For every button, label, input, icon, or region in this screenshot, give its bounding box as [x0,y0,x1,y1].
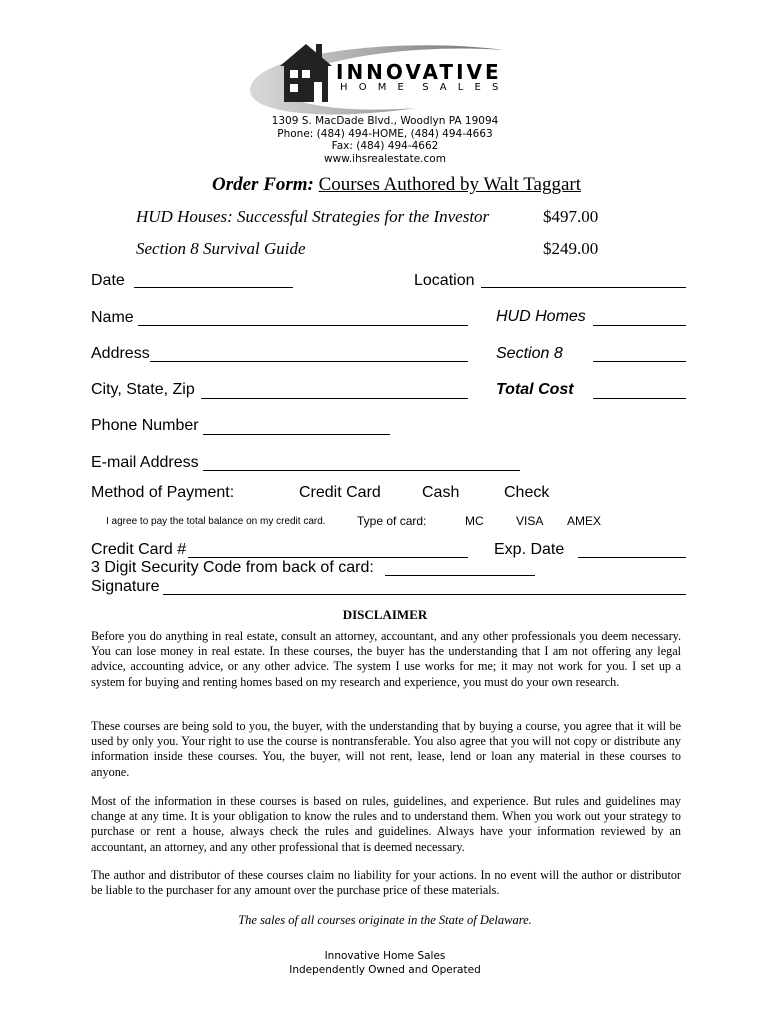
title-rest: Courses Authored by Walt Taggart [318,174,582,195]
credit-card-option[interactable]: Credit Card [299,484,381,501]
exp-date-label: Exp. Date [494,541,565,558]
email-label: E-mail Address [91,454,199,471]
product-1-name: HUD Houses: Successful Strategies for the Investor [136,207,490,226]
payment-method-label: Method of Payment: [91,484,235,501]
date-field[interactable] [134,287,293,288]
product-2-name: Section 8 Survival Guide [136,239,306,258]
security-code-field[interactable] [385,575,535,576]
disclaimer-paragraph-2: These courses are being sold to you, the buyer, with the understanding that by buying a course, you agree that it will be used by only you. Your right to use the course is nontransferable. You also agree that you will not copy or distribute any information inside these courses. You, the buyer, will not rent, lease, lend or loan any material in these courses to anyone. [91,719,681,779]
contact-phone: Phone: (484) 494-HOME, (484) 494-4663 [277,127,493,140]
page-title [212,174,581,196]
card-type-amex[interactable]: AMEX [567,514,602,528]
card-type-label: Type of card: [357,514,427,528]
company-logo [246,38,508,118]
address-field[interactable] [150,361,468,362]
credit-card-agreement: I agree to pay the total balance on my credit card. [106,516,326,527]
signature-label: Signature [91,578,160,595]
state-note: The sales of all courses originate in the State of Delaware. [238,913,532,927]
product-1-price: $497.00 [543,207,599,226]
disclaimer-paragraph-1: Before you do anything in real estate, consult an attorney, accountant, and any other professionals you deem necessary. You can lose money in real estate. In these courses, the buyer has the understanding that I am not offering any legal advice, accounting advice, or any other advice. The system I use works for me; it may not work for you. I set up a system for buying and renting homes based on my research and experience, you must do your own research. [91,629,681,689]
footer-line-2: Independently Owned and Operated [289,964,481,976]
hud-homes-label: HUD Homes [496,308,586,325]
disclaimer-heading: DISCLAIMER [342,607,428,622]
section8-field[interactable] [593,361,686,362]
footer [0,949,770,977]
name-label: Name [91,309,134,326]
signature-field[interactable] [163,594,686,595]
logo-name: INNOVATIVE [336,60,502,84]
hud-homes-field[interactable] [593,325,686,326]
location-field[interactable] [481,287,686,288]
check-option[interactable]: Check [504,484,550,501]
email-field[interactable] [203,470,520,471]
total-cost-label: Total Cost [496,381,574,398]
contact-block [250,115,520,165]
logo-subname: H O M E S A L E S [340,82,503,93]
contact-website: www.ihsrealestate.com [324,152,446,165]
section8-label: Section 8 [496,345,563,362]
exp-date-field[interactable] [578,557,686,558]
disclaimer-paragraph-3: Most of the information in these courses is based on rules, guidelines, and experience. But rules and guidelines may change at any time. It is your obligation to know the rules and to understand them. When you work out your strategy to purchase or rent a house, always check the rules and guidelines. Always have your information reviewed by an accountant, an attorney, and any other professional that is deemed necessary. [91,794,681,854]
city-label: City, State, Zip [91,381,195,398]
security-code-label: 3 Digit Security Code from back of card: [91,559,374,576]
house-icon [280,44,332,102]
card-type-visa[interactable]: VISA [516,514,544,528]
total-cost-field[interactable] [593,398,686,399]
phone-field[interactable] [203,434,390,435]
phone-label: Phone Number [91,417,199,434]
product-2-price: $249.00 [543,239,599,258]
city-field[interactable] [201,398,468,399]
footer-line-1: Innovative Home Sales [324,950,446,962]
title-prefix: Order Form: [212,174,314,195]
contact-address: 1309 S. MacDade Blvd., Woodlyn PA 19094 [271,115,499,127]
cc-number-label: Credit Card # [91,541,187,558]
date-label: Date [91,272,125,289]
location-label: Location [414,272,475,289]
disclaimer-paragraph-4: The author and distributor of these courses claim no liability for your actions. In no event will the author or distributor be liable to the purchaser for any amount over the purchase price of these materials. [91,868,681,898]
cash-option[interactable]: Cash [422,484,460,501]
cc-number-field[interactable] [188,557,468,558]
contact-fax: Fax: (484) 494-4662 [331,140,439,153]
address-label: Address [91,345,150,362]
name-field[interactable] [138,325,468,326]
card-type-mc[interactable]: MC [465,514,484,528]
